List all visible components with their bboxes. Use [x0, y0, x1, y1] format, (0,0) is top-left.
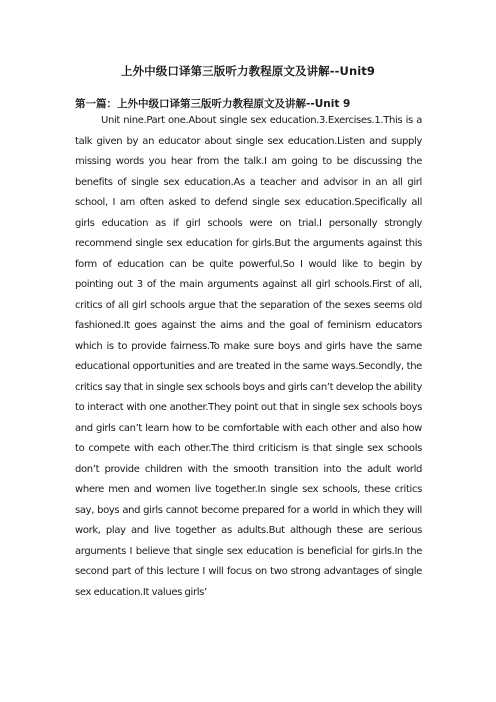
section-heading: 第一篇：上外中级口译第三版听力教程原文及讲解--Unit 9: [75, 98, 351, 110]
body-paragraph: Unit nine.Part one.About single sex education.3.Exercises.1.This is a talk given by an educator about single sex education.Listen and supply missing words you hear from the talk.I am going to be discussing the benefits of single sex education.As a teacher and advisor in an all girl school, I am often asked to defend single sex education.Specifically all girls education as if girl schools were on trial.I personally strongly recommend single sex education for girls.But the arguments against this form of education can be quite powerful.So I would like to begin by pointing out 3 of the main arguments against all girl schools.First of all, critics of all girl schools argue that the separation of the sexes seems old fashioned.It goes against the aims and the goal of feminism educators which is to provide fairness.To make sure boys and girls have the same educational opportunities and are treated in the same ways.Secondly, the critics say that in single sex schools boys and girls can’t develop the ability to interact with one another.They point out that in single sex schools boys and girls can’t learn how to be comfortable with each other and also how to compete with each other.The third criticism is that single sex schools don’t provide children with the smooth transition into the adult world where men and women live together.In single sex schools, these critics say, boys and girls cannot become prepared for a world in which they will work, play and live together as adults.But although these are serious arguments I believe that single sex education is beneficial for girls.In the second part of this lecture I will focus on two strong advantages of single sex education.It values girls’: [75, 115, 422, 598]
document-title: 上外中级口译第三版听力教程原文及讲解--Unit9: [120, 64, 375, 78]
